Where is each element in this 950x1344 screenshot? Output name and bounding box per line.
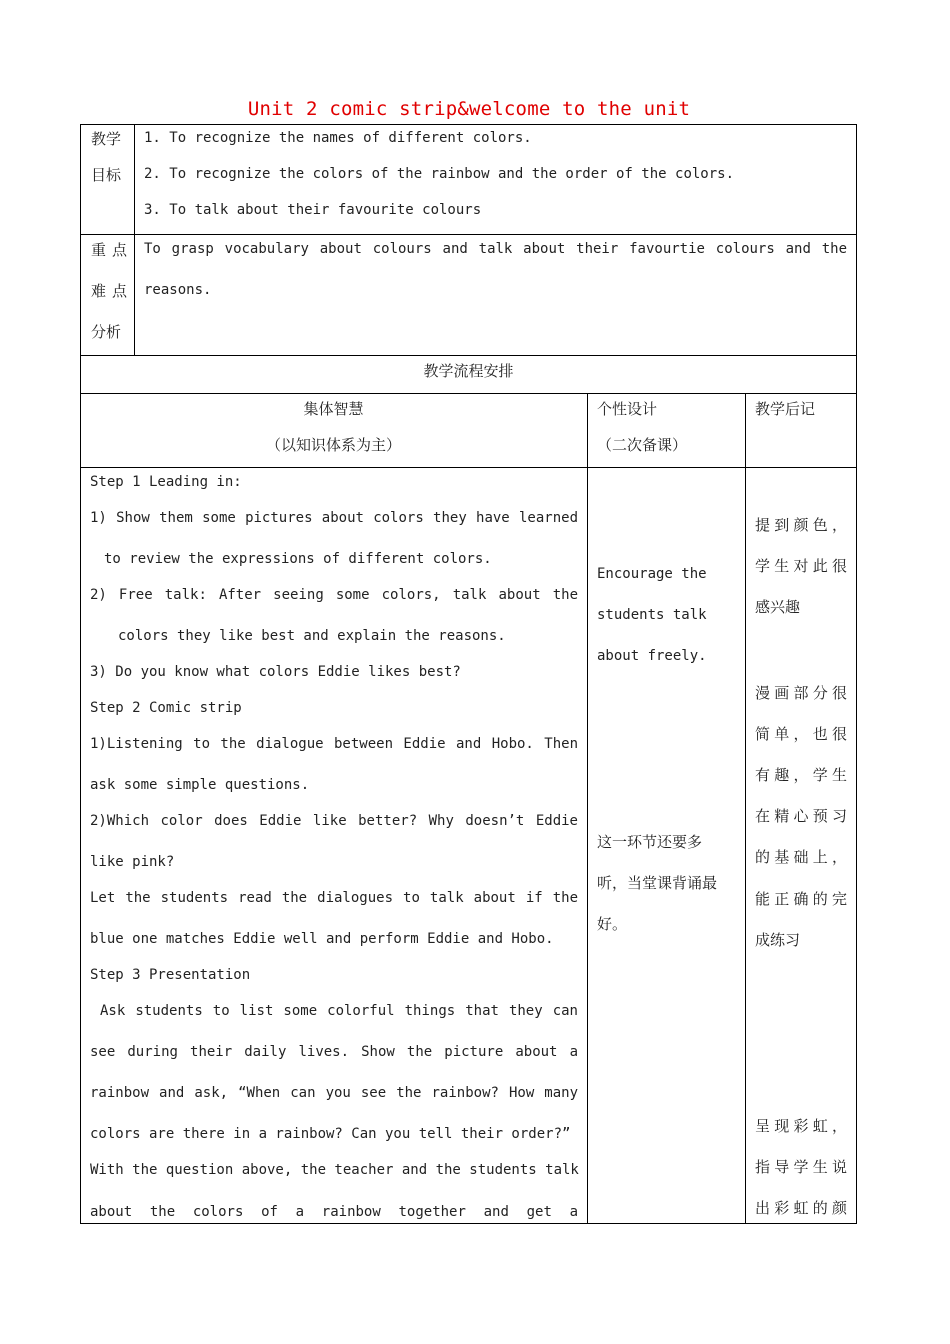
main-line: like pink?: [90, 854, 175, 870]
notes-line: 学生对此很: [755, 557, 847, 575]
keypoints-line-2: reasons.: [144, 282, 212, 298]
notes-line: 感兴趣: [755, 598, 801, 616]
objective-item: 3. To talk about their favourite colours: [144, 202, 482, 218]
main-line: Step 2 Comic strip: [90, 700, 242, 716]
notes-line: 有趣，学生: [755, 766, 847, 784]
notes-line: 出彩虹的颜: [755, 1199, 847, 1217]
notes-line: 呈现彩虹，: [755, 1117, 847, 1135]
col1-title: 集体智慧: [303, 400, 364, 418]
main-line: Ask students to list some colorful things that they can: [100, 1003, 578, 1019]
main-line: about the colors of a rainbow together and get a: [90, 1204, 578, 1220]
col1-subtitle: （以知识体系为主）: [265, 436, 401, 454]
col2-title: 个性设计: [597, 400, 658, 418]
col2-subtitle: （二次备课）: [597, 436, 688, 454]
main-line: rainbow and ask, “When can you see the rainbow? How many: [90, 1085, 578, 1101]
design-line: 这一环节还要多: [597, 833, 703, 851]
main-line: Step 1 Leading in:: [90, 474, 242, 490]
design-line: students talk: [597, 607, 707, 623]
design-line: 好。: [597, 915, 628, 933]
main-line: 2) Free talk: After seeing some colors, talk about the: [90, 587, 578, 603]
design-line: about freely.: [597, 648, 707, 664]
col3-title: 教学后记: [755, 400, 816, 418]
main-line: 3) Do you know what colors Eddie likes best?: [90, 664, 461, 680]
design-line: 听，当堂课背诵最: [597, 874, 718, 892]
main-line: 1)Listening to the dialogue between Eddie and Hobo. Then: [90, 736, 578, 752]
keypoints-label-2: 难点: [91, 282, 127, 300]
main-line: Step 3 Presentation: [90, 967, 251, 983]
main-line: With the question above, the teacher and the students talk: [90, 1162, 579, 1178]
notes-line: 的基础上，: [755, 848, 847, 866]
notes-line: 能正确的完: [755, 890, 847, 908]
notes-line: 成练习: [755, 931, 801, 949]
design-line: Encourage the: [597, 566, 707, 582]
objective-item: 2. To recognize the colors of the rainbow and the order of the colors.: [144, 166, 735, 182]
keypoints-label-1: 重点: [91, 241, 127, 259]
main-line: 2)Which color does Eddie like better? Why doesn’t Eddie: [90, 813, 578, 829]
main-line: colors they like best and explain the reasons.: [118, 628, 506, 644]
notes-line: 提到颜色，: [755, 516, 847, 534]
keypoints-label-3: 分析: [91, 323, 122, 341]
objective-item: 1. To recognize the names of different colors.: [144, 130, 532, 146]
notes-line: 简单，也很: [755, 725, 847, 743]
objectives-label-2: 目标: [91, 166, 122, 184]
main-line: blue one matches Eddie well and perform Eddie and Hobo.: [90, 931, 554, 947]
notes-line: 指导学生说: [755, 1158, 847, 1176]
objectives-label-1: 教学: [91, 130, 122, 148]
process-header: 教学流程安排: [423, 362, 514, 380]
main-line: colors are there in a rainbow? Can you tell their order?”: [90, 1126, 571, 1142]
main-line: see during their daily lives. Show the picture about a: [90, 1044, 578, 1060]
notes-line: 在精心预习: [755, 807, 847, 825]
main-line: ask some simple questions.: [90, 777, 310, 793]
keypoints-line-1: To grasp vocabulary about colours and talk about their favourtie colours and the: [144, 241, 847, 257]
document-title: Unit 2 comic strip&welcome to the unit: [247, 98, 691, 120]
main-line: 1) Show them some pictures about colors they have learned: [90, 510, 578, 526]
main-line: to review the expressions of different colors.: [104, 551, 492, 567]
notes-line: 漫画部分很: [755, 684, 847, 702]
main-line: Let the students read the dialogues to talk about if the: [90, 890, 578, 906]
